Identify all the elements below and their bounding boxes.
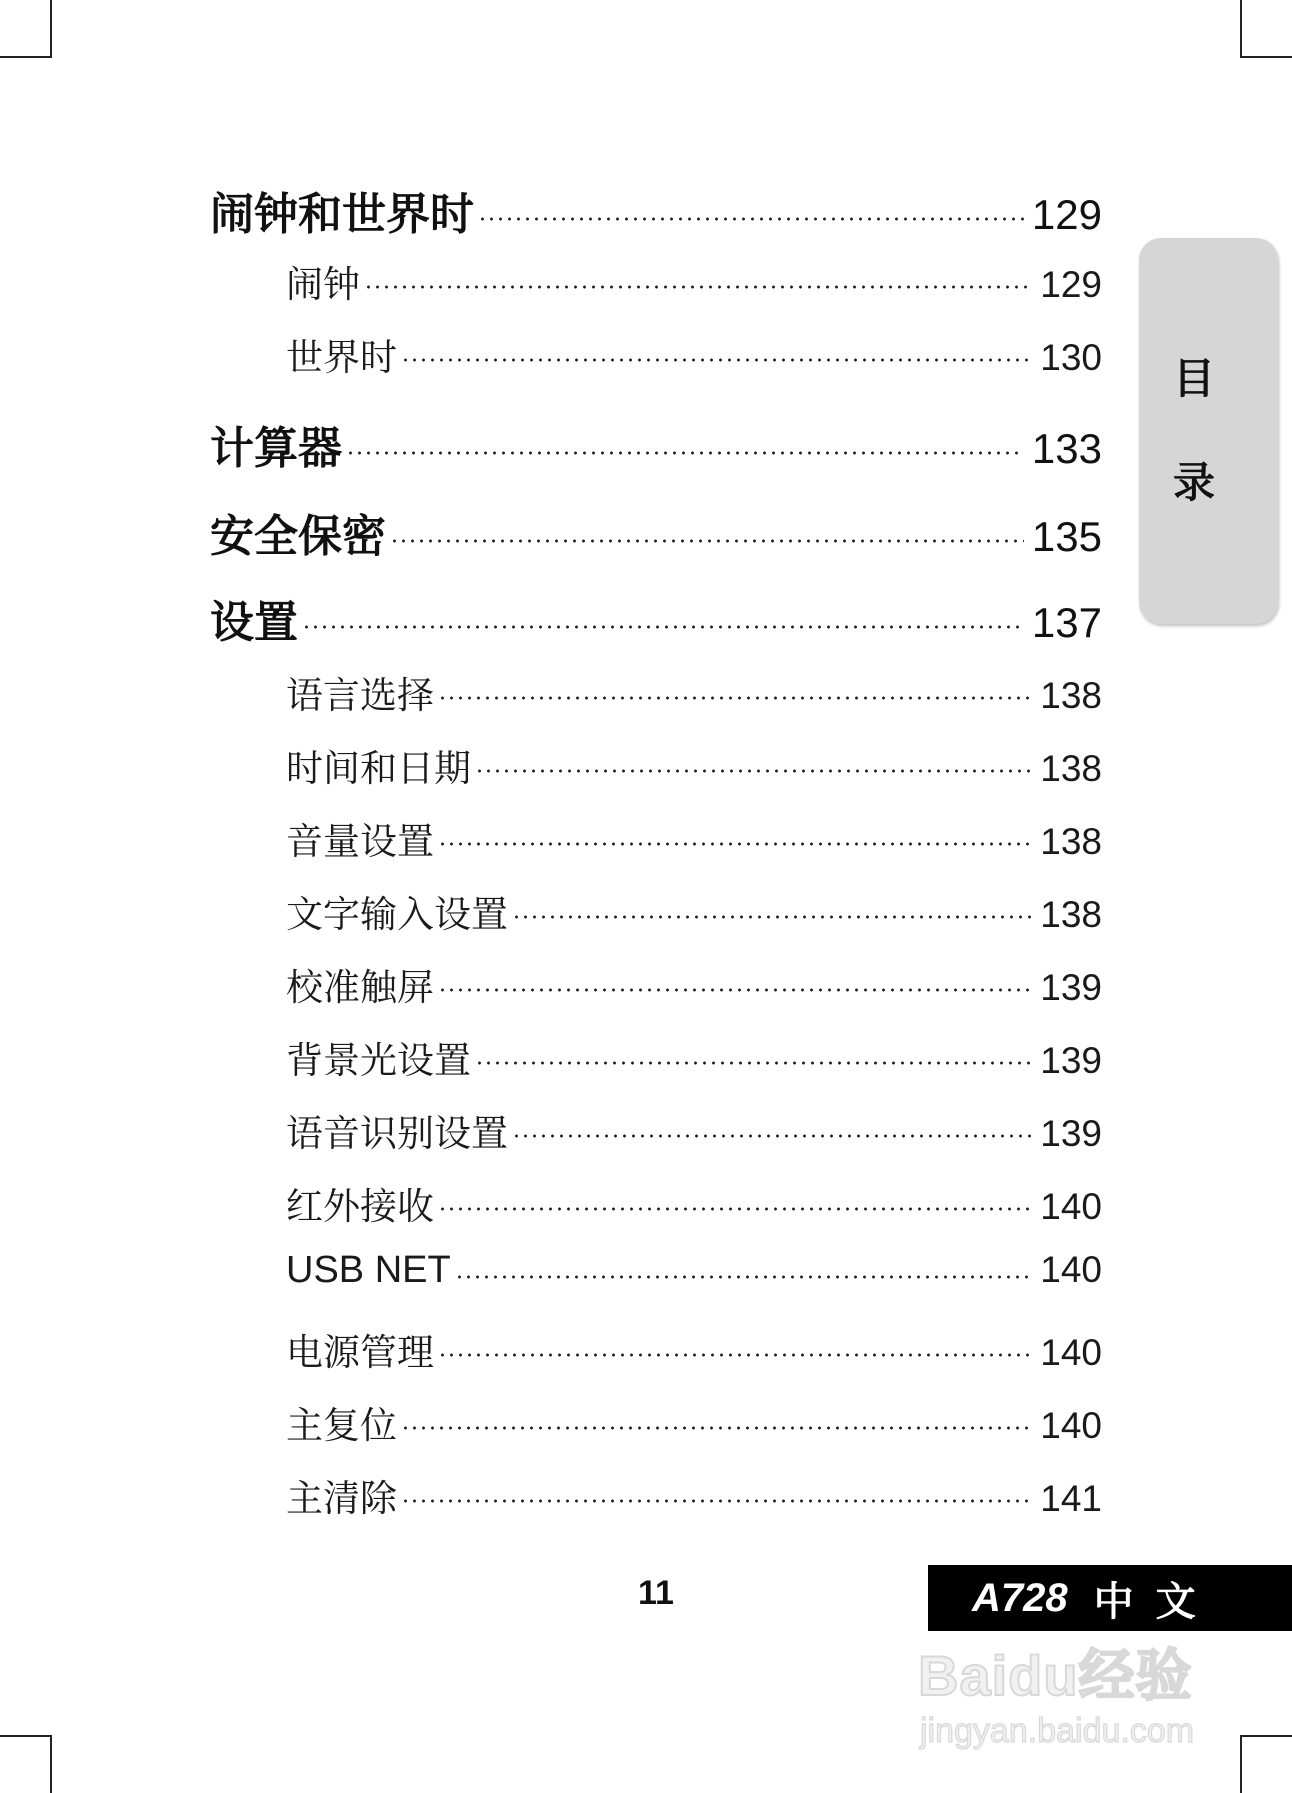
toc-leader-dots xyxy=(438,987,1032,993)
toc-leader-dots xyxy=(346,450,1024,456)
model-language: 中文 xyxy=(1093,1578,1218,1625)
toc-entry[interactable] xyxy=(286,1249,1102,1292)
toc-entry-page: 140 xyxy=(1040,1332,1102,1373)
toc-entry-page: 137 xyxy=(1031,599,1102,646)
toc-entry-page: 129 xyxy=(1040,264,1102,305)
toc-entry[interactable] xyxy=(210,412,1102,476)
toc-entry[interactable] xyxy=(286,1030,1102,1084)
toc-entry-title: 红外接收 xyxy=(286,1185,434,1228)
toc-entry-page: 130 xyxy=(1040,337,1102,378)
toc-entry[interactable] xyxy=(286,884,1102,938)
page-number: 11 xyxy=(638,1574,674,1612)
section-side-tab xyxy=(1139,238,1278,624)
toc-entry-page: 139 xyxy=(1040,967,1102,1008)
toc-leader-dots xyxy=(475,1060,1032,1066)
model-name: A728 xyxy=(972,1575,1068,1620)
toc-entry[interactable] xyxy=(286,327,1102,381)
toc-entry-title: 文字输入设置 xyxy=(286,893,508,936)
toc-entry[interactable] xyxy=(286,957,1102,1011)
toc-entry-page: 138 xyxy=(1040,748,1102,789)
toc-leader-dots xyxy=(364,284,1032,290)
toc-leader-dots xyxy=(401,1425,1032,1431)
toc-entry-title: 主复位 xyxy=(286,1404,397,1447)
toc-leader-dots xyxy=(512,914,1032,920)
toc-leader-dots xyxy=(478,216,1024,222)
toc-entry-page: 135 xyxy=(1031,513,1102,560)
toc-entry-title: 闹钟 xyxy=(286,263,360,306)
toc-entry-title: USB NET xyxy=(286,1249,451,1291)
toc-entry-page: 139 xyxy=(1040,1113,1102,1154)
toc-leader-dots xyxy=(390,538,1024,544)
toc-leader-dots xyxy=(455,1274,1033,1280)
toc-entry-title: 安全保密 xyxy=(210,511,386,562)
toc-entry-title: 计算器 xyxy=(210,423,342,474)
watermark-logo: Baidu经验 xyxy=(918,1644,1193,1707)
toc-entry-page: 140 xyxy=(1040,1405,1102,1446)
toc-entry-page: 129 xyxy=(1031,191,1102,238)
toc-leader-dots xyxy=(438,841,1032,847)
toc-entry[interactable] xyxy=(210,178,1102,242)
toc-entry[interactable] xyxy=(210,500,1102,564)
toc-leader-dots xyxy=(438,695,1032,701)
toc-leader-dots xyxy=(401,1498,1032,1504)
toc-entry-page: 140 xyxy=(1040,1186,1102,1227)
toc-leader-dots xyxy=(302,624,1024,630)
toc-entry[interactable] xyxy=(286,811,1102,865)
toc-entry-title: 音量设置 xyxy=(286,820,434,863)
toc-entry-page: 141 xyxy=(1040,1478,1102,1519)
toc-entry-page: 133 xyxy=(1031,425,1102,472)
toc-leader-dots xyxy=(438,1352,1032,1358)
toc-entry[interactable] xyxy=(286,1322,1102,1376)
toc-leader-dots xyxy=(438,1206,1032,1212)
watermark-url: jingyan.baidu.com xyxy=(920,1712,1195,1750)
toc-entry[interactable] xyxy=(286,738,1102,792)
toc-entry[interactable] xyxy=(286,1176,1102,1230)
toc-entry[interactable] xyxy=(286,254,1102,308)
toc-entry-title: 语言选择 xyxy=(286,674,434,717)
side-tab-char: 目 xyxy=(1172,354,1215,403)
toc-entry-title: 闹钟和世界时 xyxy=(210,189,474,240)
toc-entry-title: 背景光设置 xyxy=(286,1039,471,1082)
toc-entry[interactable] xyxy=(286,1395,1102,1449)
toc-entry-page: 138 xyxy=(1040,894,1102,935)
side-tab-char: 录 xyxy=(1172,458,1215,507)
toc-entry-title: 时间和日期 xyxy=(286,747,471,790)
model-banner xyxy=(928,1565,1292,1631)
toc-leader-dots xyxy=(475,768,1032,774)
toc-entry-title: 校准触屏 xyxy=(286,966,434,1009)
toc-entry-page: 138 xyxy=(1040,821,1102,862)
toc-entry[interactable] xyxy=(286,665,1102,719)
toc-entry-title: 主清除 xyxy=(286,1477,397,1520)
toc-entry[interactable] xyxy=(286,1103,1102,1157)
toc-entry-title: 语音识别设置 xyxy=(286,1112,508,1155)
toc-entry-title: 世界时 xyxy=(286,336,397,379)
toc-leader-dots xyxy=(512,1133,1032,1139)
toc-entry-title: 电源管理 xyxy=(286,1331,434,1374)
toc-entry-page: 138 xyxy=(1040,675,1102,716)
toc-entry[interactable] xyxy=(286,1468,1102,1522)
toc-entry-page: 140 xyxy=(1040,1249,1102,1290)
toc-entry-page: 139 xyxy=(1040,1040,1102,1081)
toc-entry[interactable] xyxy=(210,586,1102,650)
toc-leader-dots xyxy=(401,357,1032,363)
toc-entry-title: 设置 xyxy=(210,597,298,648)
baidu-watermark xyxy=(918,1632,1218,1762)
